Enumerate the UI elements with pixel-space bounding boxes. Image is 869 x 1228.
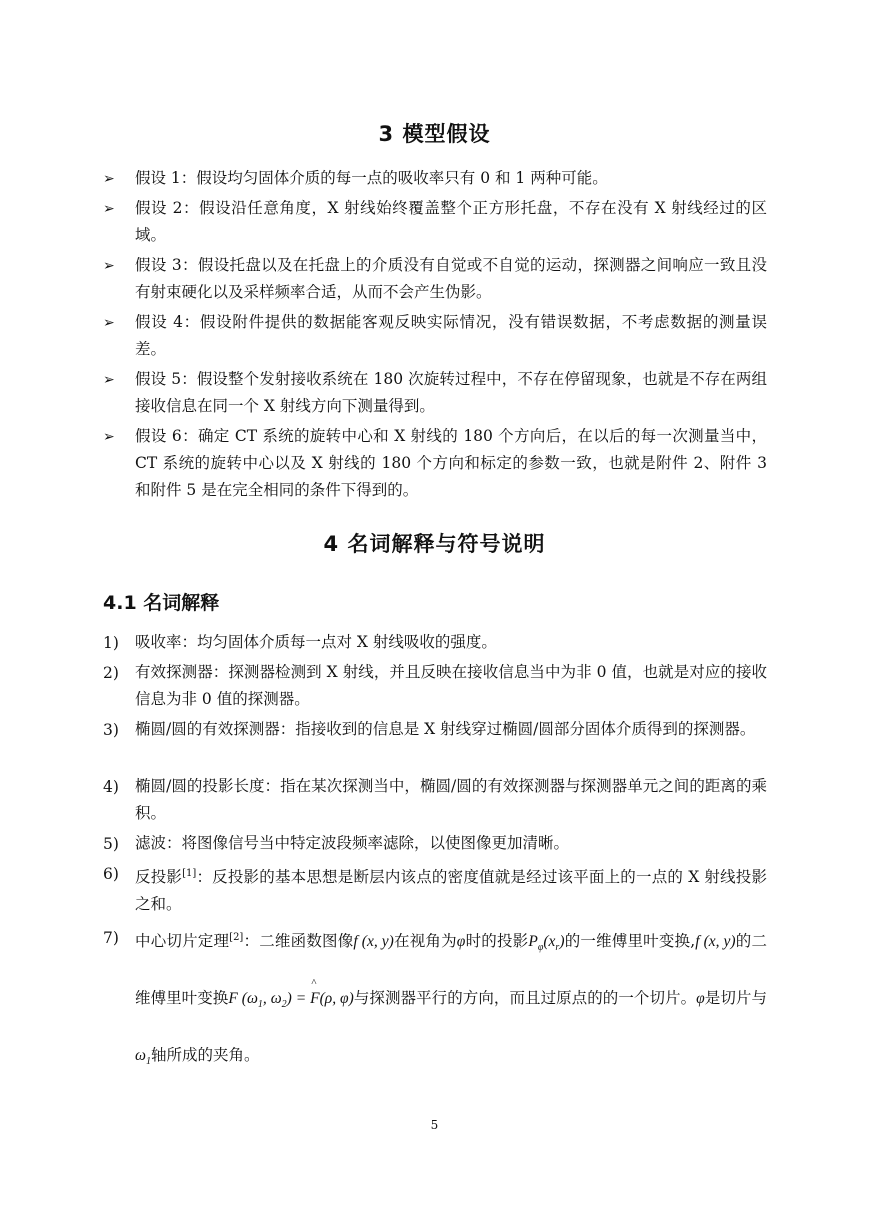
term-backprojection: 反投影 [135,868,183,887]
citation-ref: [1] [182,868,197,879]
list-number: 7) [103,929,119,947]
assumption-3: 假设 3：假设托盘以及在托盘上的介质没有自觉或不自觉的运动，探测器之间响应一致且没有射束硬化以及采样频率合适，从而不会产生伪影。 [135,256,767,301]
math-f-xy: f (x, y) [695,933,736,951]
section-3-heading: 3 模型假设 [378,122,491,146]
list-number: 4) [103,778,119,796]
term-central-slice: 中心切片定理 [135,932,230,951]
list-number: 6) [103,865,119,883]
math-f-xy: f (x, y) [353,933,394,951]
list-number: 2) [103,664,119,682]
citation-ref: [2] [229,932,244,943]
math-projection: $P_\varphi(x_r)$ [528,933,565,954]
math-phi: φ [456,933,466,951]
assumption-1: 假设 1：假设均匀固体介质的每一点的吸收率只有 0 和 1 两种可能。 [135,169,608,187]
list-number: 5) [103,835,119,853]
assumption-4: 假设 4：假设附件提供的数据能客观反映实际情况，没有错误数据，不考虑数据的测量误差。 [135,313,767,358]
math-phi: φ [696,990,705,1008]
definition-3: 椭圆/圆的有效探测器：指接收到的信息是 X 射线穿过椭圆/圆部分固体介质得到的探测器。 [135,720,756,738]
bullet-arrow-icon: ➢ [103,258,115,274]
section-4-heading: 4 名词解释与符号说明 [323,532,546,556]
definition-text: 在视角为 [393,932,457,951]
definition-text: 的二维傅里叶变换 [135,932,767,1008]
bullet-arrow-icon: ➢ [103,429,115,445]
definition-text: 是切片与 [704,989,767,1008]
assumption-6: 假设 6：确定 CT 系统的旋转中心和 X 射线的 180 个方向后，在以后的每一次测量当中，CT 系统的旋转中心以及 X 射线的 180 个方向和标定的参数一致，也就是附件 2、附件 3 和附件 5 是在完全相同的条件下得到的。 [135,427,767,499]
definition-2: 有效探测器：探测器检测到 X 射线，并且反映在接收信息当中为非 0 值，也就是对应的接收信息为非 0 值的探测器。 [135,663,767,708]
definition-text: ：二维函数图像 [243,932,354,951]
math-fourier: F ($\omega_1$, $\omega_2$) = ^ F(ρ, φ) [228,990,353,1007]
list-number: 1) [103,634,119,652]
hat-mark: ^ [311,977,316,990]
definition-text: 与探测器平行的方向，而且过原点的的一个切片。 [353,989,697,1008]
page-number: 5 [430,1118,439,1132]
definition-5: 滤波：将图像信号当中特定波段频率滤除，以使图像更加清晰。 [135,834,570,852]
section-4-1-heading: 4.1 名词解释 [103,592,220,614]
bullet-arrow-icon: ➢ [103,171,115,187]
definition-text: 的一维傅里叶变换, [564,932,696,951]
definition-text: ：反投影的基本思想是断层内该点的密度值就是经过该平面上的一点的 X 射线投影之和。 [135,868,767,914]
definition-7 [135,913,767,1087]
bullet-arrow-icon: ➢ [103,201,115,217]
math-omega: $\omega_1$ [135,1047,151,1068]
assumption-5: 假设 5：假设整个发射接收系统在 180 次旋转过程中，不存在停留现象，也就是不存在两组接收信息在同一个 X 射线方向下测量得到。 [135,370,767,415]
definition-1: 吸收率：均匀固体介质每一点对 X 射线吸收的强度。 [135,633,497,651]
definition-text: 轴所成的夹角。 [150,1046,260,1065]
list-number: 3) [103,721,119,739]
bullet-arrow-icon: ➢ [103,315,115,331]
bullet-arrow-icon: ➢ [103,372,115,388]
definition-4: 椭圆/圆的投影长度：指在某次探测当中，椭圆/圆的有效探测器与探测器单元之间的距离的乘积。 [135,777,767,822]
assumption-2: 假设 2：假设沿任意角度，X 射线始终覆盖整个正方形托盘，不存在没有 X 射线经过的区域。 [135,199,767,244]
definition-6 [135,860,767,918]
definition-text: 时的投影 [465,932,529,951]
